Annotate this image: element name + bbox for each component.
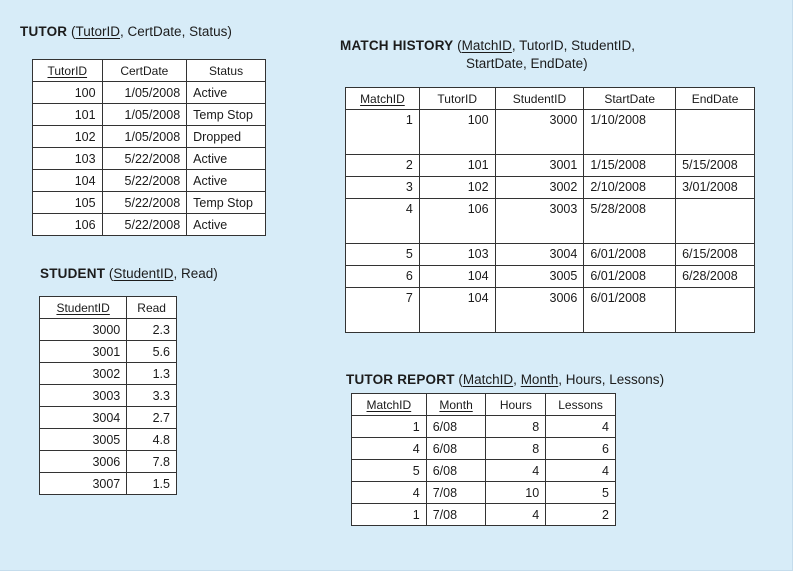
cell-tutorid: 106 [419,199,495,244]
cell-studentid: 3003 [495,199,584,244]
cell-certdate: 1/05/2008 [102,126,187,148]
table-row [40,341,177,363]
column-header-matchid [346,88,420,110]
attr-hours: Hours [565,372,602,387]
attr-separator: , [173,266,181,281]
attr-separator: , [523,56,531,71]
cell-matchid: 5 [352,460,427,482]
attr-separator: , [601,372,610,387]
cell-read: 4.8 [127,429,177,451]
cell-matchid: 1 [352,416,427,438]
cell-certdate: 5/22/2008 [102,170,187,192]
tutor-report-table [351,393,616,526]
table-row [346,288,755,333]
table-row [346,244,755,266]
attr-separator: , [563,38,572,53]
table-row [352,482,616,504]
student-table-name: STUDENT [40,266,106,281]
table-row [352,438,616,460]
cell-status: Dropped [187,126,266,148]
attr-separator: , [181,24,190,39]
cell-tutorid: 103 [419,244,495,266]
table-row [40,363,177,385]
cell-studentid: 3001 [40,341,127,363]
attr-separator: , [513,372,521,387]
cell-lessons: 2 [546,504,616,526]
column-header-matchid [352,394,427,416]
cell-matchid: 6 [346,266,420,288]
cell-startdate: 1/10/2008 [584,110,676,155]
cell-tutorid: 104 [33,170,103,192]
match-history-table-name: MATCH HISTORY [340,38,454,53]
cell-tutorid: 104 [419,266,495,288]
cell-month: 6/08 [426,438,486,460]
attr-separator: , [631,38,635,53]
cell-studentid: 3002 [495,177,584,199]
cell-studentid: 3003 [40,385,127,407]
table-row [40,319,177,341]
cell-studentid: 3004 [495,244,584,266]
cell-matchid: 1 [352,504,427,526]
match-history-attr-list-line1 [462,38,635,53]
cell-certdate: 5/22/2008 [102,148,187,170]
attr-tutorid: TutorID [75,24,121,39]
cell-enddate: 5/15/2008 [676,155,755,177]
cell-month: 7/08 [426,482,486,504]
column-header-read [127,297,177,319]
table-row [33,126,266,148]
table-row [346,155,755,177]
cell-matchid: 1 [346,110,420,155]
cell-lessons: 4 [546,460,616,482]
cell-lessons: 6 [546,438,616,460]
cell-hours: 4 [486,460,546,482]
cell-tutorid: 101 [419,155,495,177]
cell-enddate: 6/15/2008 [676,244,755,266]
cell-tutorid: 103 [33,148,103,170]
cell-month: 6/08 [426,416,486,438]
cell-startdate: 5/28/2008 [584,199,676,244]
tutor-attr-list [76,24,228,39]
attr-separator: , [120,24,128,39]
cell-status: Temp Stop [187,104,266,126]
cell-status: Active [187,148,266,170]
tutor-table-name: TUTOR [20,24,68,39]
cell-certdate: 1/05/2008 [102,104,187,126]
cell-enddate [676,110,755,155]
match-history-table [345,87,755,333]
cell-tutorid: 102 [419,177,495,199]
cell-matchid: 2 [346,155,420,177]
cell-studentid: 3006 [40,451,127,473]
column-header-label: MatchID [360,91,405,106]
table-row [352,416,616,438]
cell-certdate: 5/22/2008 [102,192,187,214]
cell-tutorid: 102 [33,126,103,148]
attr-matchid: MatchID [462,372,514,387]
column-header-lessons [546,394,616,416]
header-row [40,297,177,319]
attr-enddate: EndDate [530,56,584,71]
table-row [40,473,177,495]
column-header-label: EndDate [691,91,739,106]
student-attr-list [113,266,213,281]
table-row [33,192,266,214]
attr-certdate: CertDate [127,24,182,39]
cell-status: Active [187,170,266,192]
column-header-month [426,394,486,416]
tutor-table [32,59,266,236]
cell-tutorid: 105 [33,192,103,214]
column-header-hours [486,394,546,416]
attr-separator: , [511,38,520,53]
column-header-label: StartDate [604,91,656,106]
cell-studentid: 3007 [40,473,127,495]
cell-read: 3.3 [127,385,177,407]
cell-studentid: 3004 [40,407,127,429]
cell-studentid: 3005 [495,266,584,288]
column-header-label: Status [209,63,244,78]
match-history-heading-line2: StartDate, EndDate) [466,56,588,71]
cell-read: 7.8 [127,451,177,473]
cell-studentid: 3001 [495,155,584,177]
cell-status: Active [187,82,266,104]
table-row [33,214,266,236]
table-row [346,199,755,244]
student-heading: STUDENT (StudentID, Read) [40,266,218,281]
match-history-heading: MATCH HISTORY (MatchID, TutorID, StudentID, [340,38,635,53]
table-row [346,110,755,155]
cell-tutorid: 106 [33,214,103,236]
attr-startdate: StartDate [466,56,524,71]
column-header-studentid [40,297,127,319]
column-header-label: TutorID [47,63,88,78]
tutor-report-attr-list [463,372,660,387]
table-row [346,177,755,199]
attr-month: Month [520,372,559,387]
table-row [352,504,616,526]
column-header-label: StudentID [56,300,110,315]
cell-month: 7/08 [426,504,486,526]
cell-studentid: 3006 [495,288,584,333]
column-header-label: MatchID [366,397,412,412]
column-header-label: Lessons [558,397,603,412]
cell-enddate [676,199,755,244]
cell-matchid: 4 [346,199,420,244]
column-header-label: StudentID [512,91,567,106]
cell-tutorid: 104 [419,288,495,333]
attr-read: Read [180,266,214,281]
table-row [346,266,755,288]
tutor-report-table-name: TUTOR REPORT [346,372,455,387]
cell-startdate: 2/10/2008 [584,177,676,199]
column-header-tutorid [33,60,103,82]
attr-matchid: MatchID [461,38,512,53]
table-row [40,385,177,407]
column-header-studentid [495,88,584,110]
cell-tutorid: 100 [33,82,103,104]
cell-lessons: 5 [546,482,616,504]
column-header-label: TutorID [437,91,477,106]
table-row [40,451,177,473]
table-row [40,429,177,451]
attr-status: Status [189,24,228,39]
attr-studentid: StudentID [113,266,174,281]
column-header-label: Month [439,397,473,412]
cell-matchid: 4 [352,482,427,504]
tutor-report-heading: TUTOR REPORT (MatchID, Month, Hours, Lessons) [346,372,665,387]
header-row [346,88,755,110]
cell-startdate: 6/01/2008 [584,288,676,333]
cell-read: 2.3 [127,319,177,341]
cell-matchid: 5 [346,244,420,266]
cell-read: 1.5 [127,473,177,495]
attr-separator: , [558,372,566,387]
cell-matchid: 3 [346,177,420,199]
cell-hours: 10 [486,482,546,504]
cell-tutorid: 100 [419,110,495,155]
column-header-label: CertDate [120,63,169,78]
cell-hours: 8 [486,416,546,438]
table-row [352,460,616,482]
match-history-attr-list-line2 [466,56,583,71]
column-header-tutorid [419,88,495,110]
column-header-status [187,60,266,82]
tutor-heading: TUTOR (TutorID, CertDate, Status) [20,24,232,39]
cell-studentid: 3005 [40,429,127,451]
cell-studentid: 3000 [40,319,127,341]
cell-status: Active [187,214,266,236]
table-row [33,82,266,104]
cell-read: 2.7 [127,407,177,429]
cell-enddate [676,288,755,333]
table-row [40,407,177,429]
header-row [352,394,616,416]
cell-certdate: 1/05/2008 [102,82,187,104]
table-row [33,104,266,126]
attr-lessons: Lessons [609,372,660,387]
cell-hours: 8 [486,438,546,460]
cell-matchid: 4 [352,438,427,460]
cell-lessons: 4 [546,416,616,438]
cell-enddate: 3/01/2008 [676,177,755,199]
cell-certdate: 5/22/2008 [102,214,187,236]
table-row [33,170,266,192]
cell-startdate: 1/15/2008 [584,155,676,177]
cell-studentid: 3002 [40,363,127,385]
cell-read: 5.6 [127,341,177,363]
cell-month: 6/08 [426,460,486,482]
column-header-label: Hours [499,397,532,412]
cell-tutorid: 101 [33,104,103,126]
student-table [39,296,177,495]
attr-tutorid: TutorID [519,38,564,53]
column-header-certdate [102,60,187,82]
cell-read: 1.3 [127,363,177,385]
column-header-enddate [676,88,755,110]
table-row [33,148,266,170]
cell-hours: 4 [486,504,546,526]
attr-studentid: StudentID [571,38,632,53]
cell-enddate: 6/28/2008 [676,266,755,288]
column-header-label: Read [137,300,166,315]
cell-studentid: 3000 [495,110,584,155]
cell-startdate: 6/01/2008 [584,244,676,266]
cell-matchid: 7 [346,288,420,333]
cell-startdate: 6/01/2008 [584,266,676,288]
header-row [33,60,266,82]
column-header-startdate [584,88,676,110]
cell-status: Temp Stop [187,192,266,214]
